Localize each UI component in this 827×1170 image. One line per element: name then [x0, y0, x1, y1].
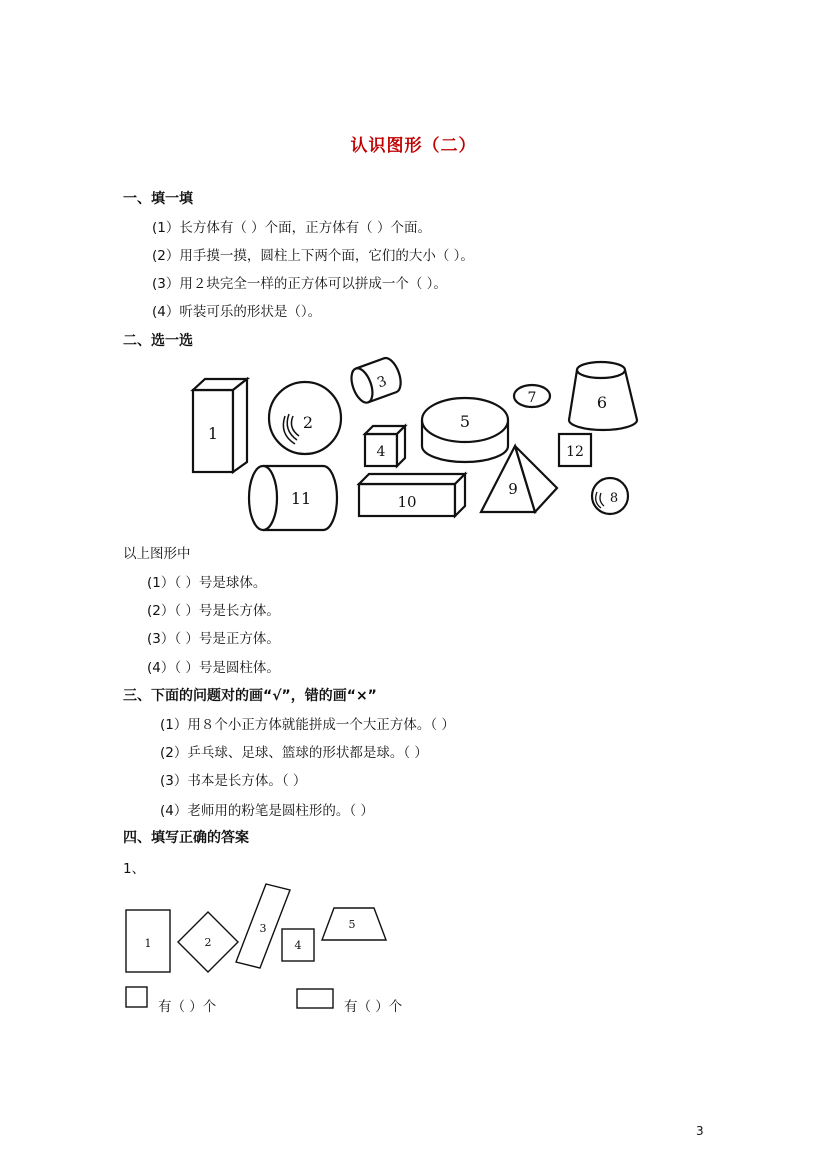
section2-lead: 以上图形中 — [123, 546, 191, 562]
shape-2-sphere — [269, 382, 341, 454]
shape-10-cuboid — [359, 474, 465, 516]
shape-6-frustum — [569, 362, 637, 430]
shape-number: 9 — [508, 480, 518, 498]
plane-shape-4-square — [282, 929, 314, 961]
section4-heading: 四、填写正确的答案 — [123, 830, 249, 846]
shape-3-cylinder — [347, 355, 404, 405]
shape-number: 4 — [294, 939, 302, 952]
section1-heading: 一、填一填 — [123, 191, 193, 207]
section1-item-1: (1）长方体有（ ）个面，正方体有（ ）个面。 — [152, 220, 431, 236]
shape-number: 2 — [302, 413, 314, 432]
shape-number: 8 — [609, 491, 619, 506]
section1-item-2: (2）用手摸一摸，圆柱上下两个面，它们的大小（ ）。 — [152, 248, 474, 264]
page-title: 认识图形（二） — [350, 136, 477, 156]
shape-11-cylinder — [249, 466, 337, 530]
section2-item-4: (4）（ ）号是圆柱体。 — [147, 660, 280, 676]
shape-number: 1 — [207, 424, 219, 443]
shape-9-pyramid — [481, 446, 557, 512]
section3-item-1: (1）用８个小正方体就能拼成一个大正方体。（ ） — [160, 717, 455, 733]
page-number: 3 — [696, 1124, 704, 1138]
answer-rectangle-count: 有（ ）个 — [344, 999, 403, 1015]
shape-number: 12 — [566, 444, 584, 460]
shape-8-sphere — [592, 478, 628, 514]
section1-item-4: (4）听装可乐的形状是（）。 — [152, 304, 322, 320]
shape-number: 11 — [290, 489, 312, 508]
shape-7-ellipse — [514, 385, 550, 407]
shape-number: 5 — [348, 918, 356, 931]
shape-number: 6 — [596, 393, 608, 412]
rectangle-symbol — [296, 988, 336, 1010]
plane-shapes-figure — [120, 880, 400, 980]
section2-heading: 二、选一选 — [123, 333, 193, 349]
shape-12-square — [559, 434, 591, 466]
shape-4-cube — [365, 426, 405, 466]
shape-1-cuboid — [193, 379, 247, 472]
shape-number: 3 — [375, 373, 390, 392]
shape-5-cylinder — [422, 398, 508, 462]
answer-square-count: 有（ ）个 — [158, 999, 217, 1015]
section3-item-3: (3）书本是长方体。（ ） — [160, 773, 307, 789]
section3-item-4: (4）老师用的粉笔是圆柱形的。（ ） — [160, 803, 374, 819]
shape-number: 3 — [259, 922, 267, 935]
solid-shapes-figure — [185, 352, 645, 537]
plane-shape-1-rectangle — [126, 910, 170, 972]
section1-item-3: (3）用２块完全一样的正方体可以拼成一个（ ）。 — [152, 276, 447, 292]
shape-number: 10 — [397, 493, 417, 511]
section2-item-2: (2）（ ）号是长方体。 — [147, 603, 280, 619]
section4-question-number: 1、 — [123, 861, 146, 877]
section3-item-2: (2）乒乓球、足球、篮球的形状都是球。（ ） — [160, 745, 428, 761]
plane-shape-2-diamond — [178, 912, 238, 972]
shape-number: 5 — [459, 412, 471, 431]
plane-shape-5-trapezoid — [322, 908, 386, 940]
section2-item-3: (3）（ ）号是正方体。 — [147, 631, 280, 647]
shape-number: 2 — [204, 936, 212, 949]
section2-item-1: (1）（ ）号是球体。 — [147, 575, 267, 591]
shape-number: 1 — [144, 937, 152, 950]
square-symbol — [125, 986, 149, 1010]
shape-number: 4 — [376, 444, 386, 460]
section3-heading: 三、下面的问题对的画“√”，错的画“×” — [123, 688, 377, 704]
shape-number: 7 — [527, 390, 537, 406]
